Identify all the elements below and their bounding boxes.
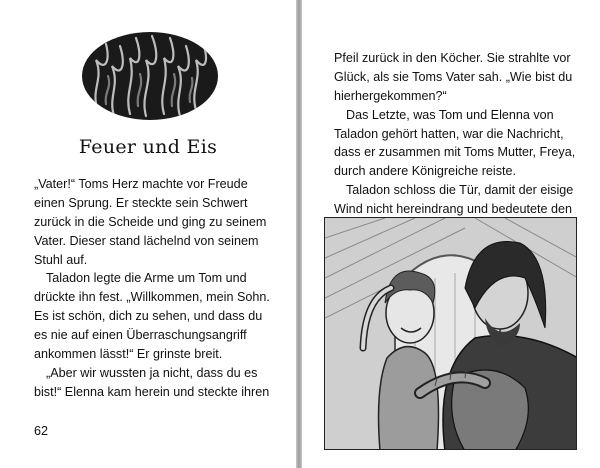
text-line: Stuhl auf. xyxy=(34,252,88,267)
text-line: „Vater!“ Toms Herz machte vor Freude xyxy=(34,177,248,191)
text-line: Pfeil zurück in den Köcher. Sie strahlte vor xyxy=(334,51,571,65)
text-line: hierhergekommen?“ xyxy=(334,88,447,103)
text-line: zurück in die Scheide und ging zu seinem xyxy=(34,214,267,229)
text-line: dass er zusammen mit Toms Mutter, Freya, xyxy=(334,145,576,160)
sketch-illustration xyxy=(324,217,577,450)
text-line: es nie auf einen Überraschungsangriff xyxy=(34,328,247,343)
left-page xyxy=(0,0,296,468)
text-line: Taladon gehört hatten, war die Nachricht, xyxy=(334,126,564,141)
left-page-text xyxy=(34,175,274,402)
text-line: Das Letzte, was Tom und Elenna von xyxy=(346,107,554,122)
text-line: Es ist schön, dich zu sehen, und dass du xyxy=(34,309,263,324)
text-line: „Aber wir wussten ja nicht, dass du es xyxy=(46,365,258,380)
illustration-drawing xyxy=(325,218,577,450)
page-number: 62 xyxy=(34,424,49,438)
text-line: Vater. Dieser stand lächelnd von seinem xyxy=(34,233,259,248)
chapter-title: Feuer und Eis xyxy=(78,136,218,158)
right-page-text xyxy=(334,49,574,219)
text-line: durch andere Königreiche reiste. xyxy=(334,164,517,179)
text-line: Taladon schloss die Tür, damit der eisige xyxy=(346,183,574,198)
text-line: Taladon legte die Arme um Tom und xyxy=(46,271,247,286)
text-line: einen Sprung. Er steckte sein Schwert xyxy=(34,195,248,210)
text-line: bist!“ Elenna kam herein und steckte ihren xyxy=(34,384,270,399)
text-line: drückte ihn fest. „Willkommen, mein Sohn. xyxy=(34,290,270,305)
text-line: Wind nicht hereindrang und bedeutete den xyxy=(334,202,573,217)
text-line: ankommen lässt!“ Er grinste breit. xyxy=(34,347,223,362)
text-line: Glück, als sie Toms Vater sah. „Wie bist du xyxy=(334,69,573,84)
flame-emblem-icon xyxy=(80,30,220,122)
